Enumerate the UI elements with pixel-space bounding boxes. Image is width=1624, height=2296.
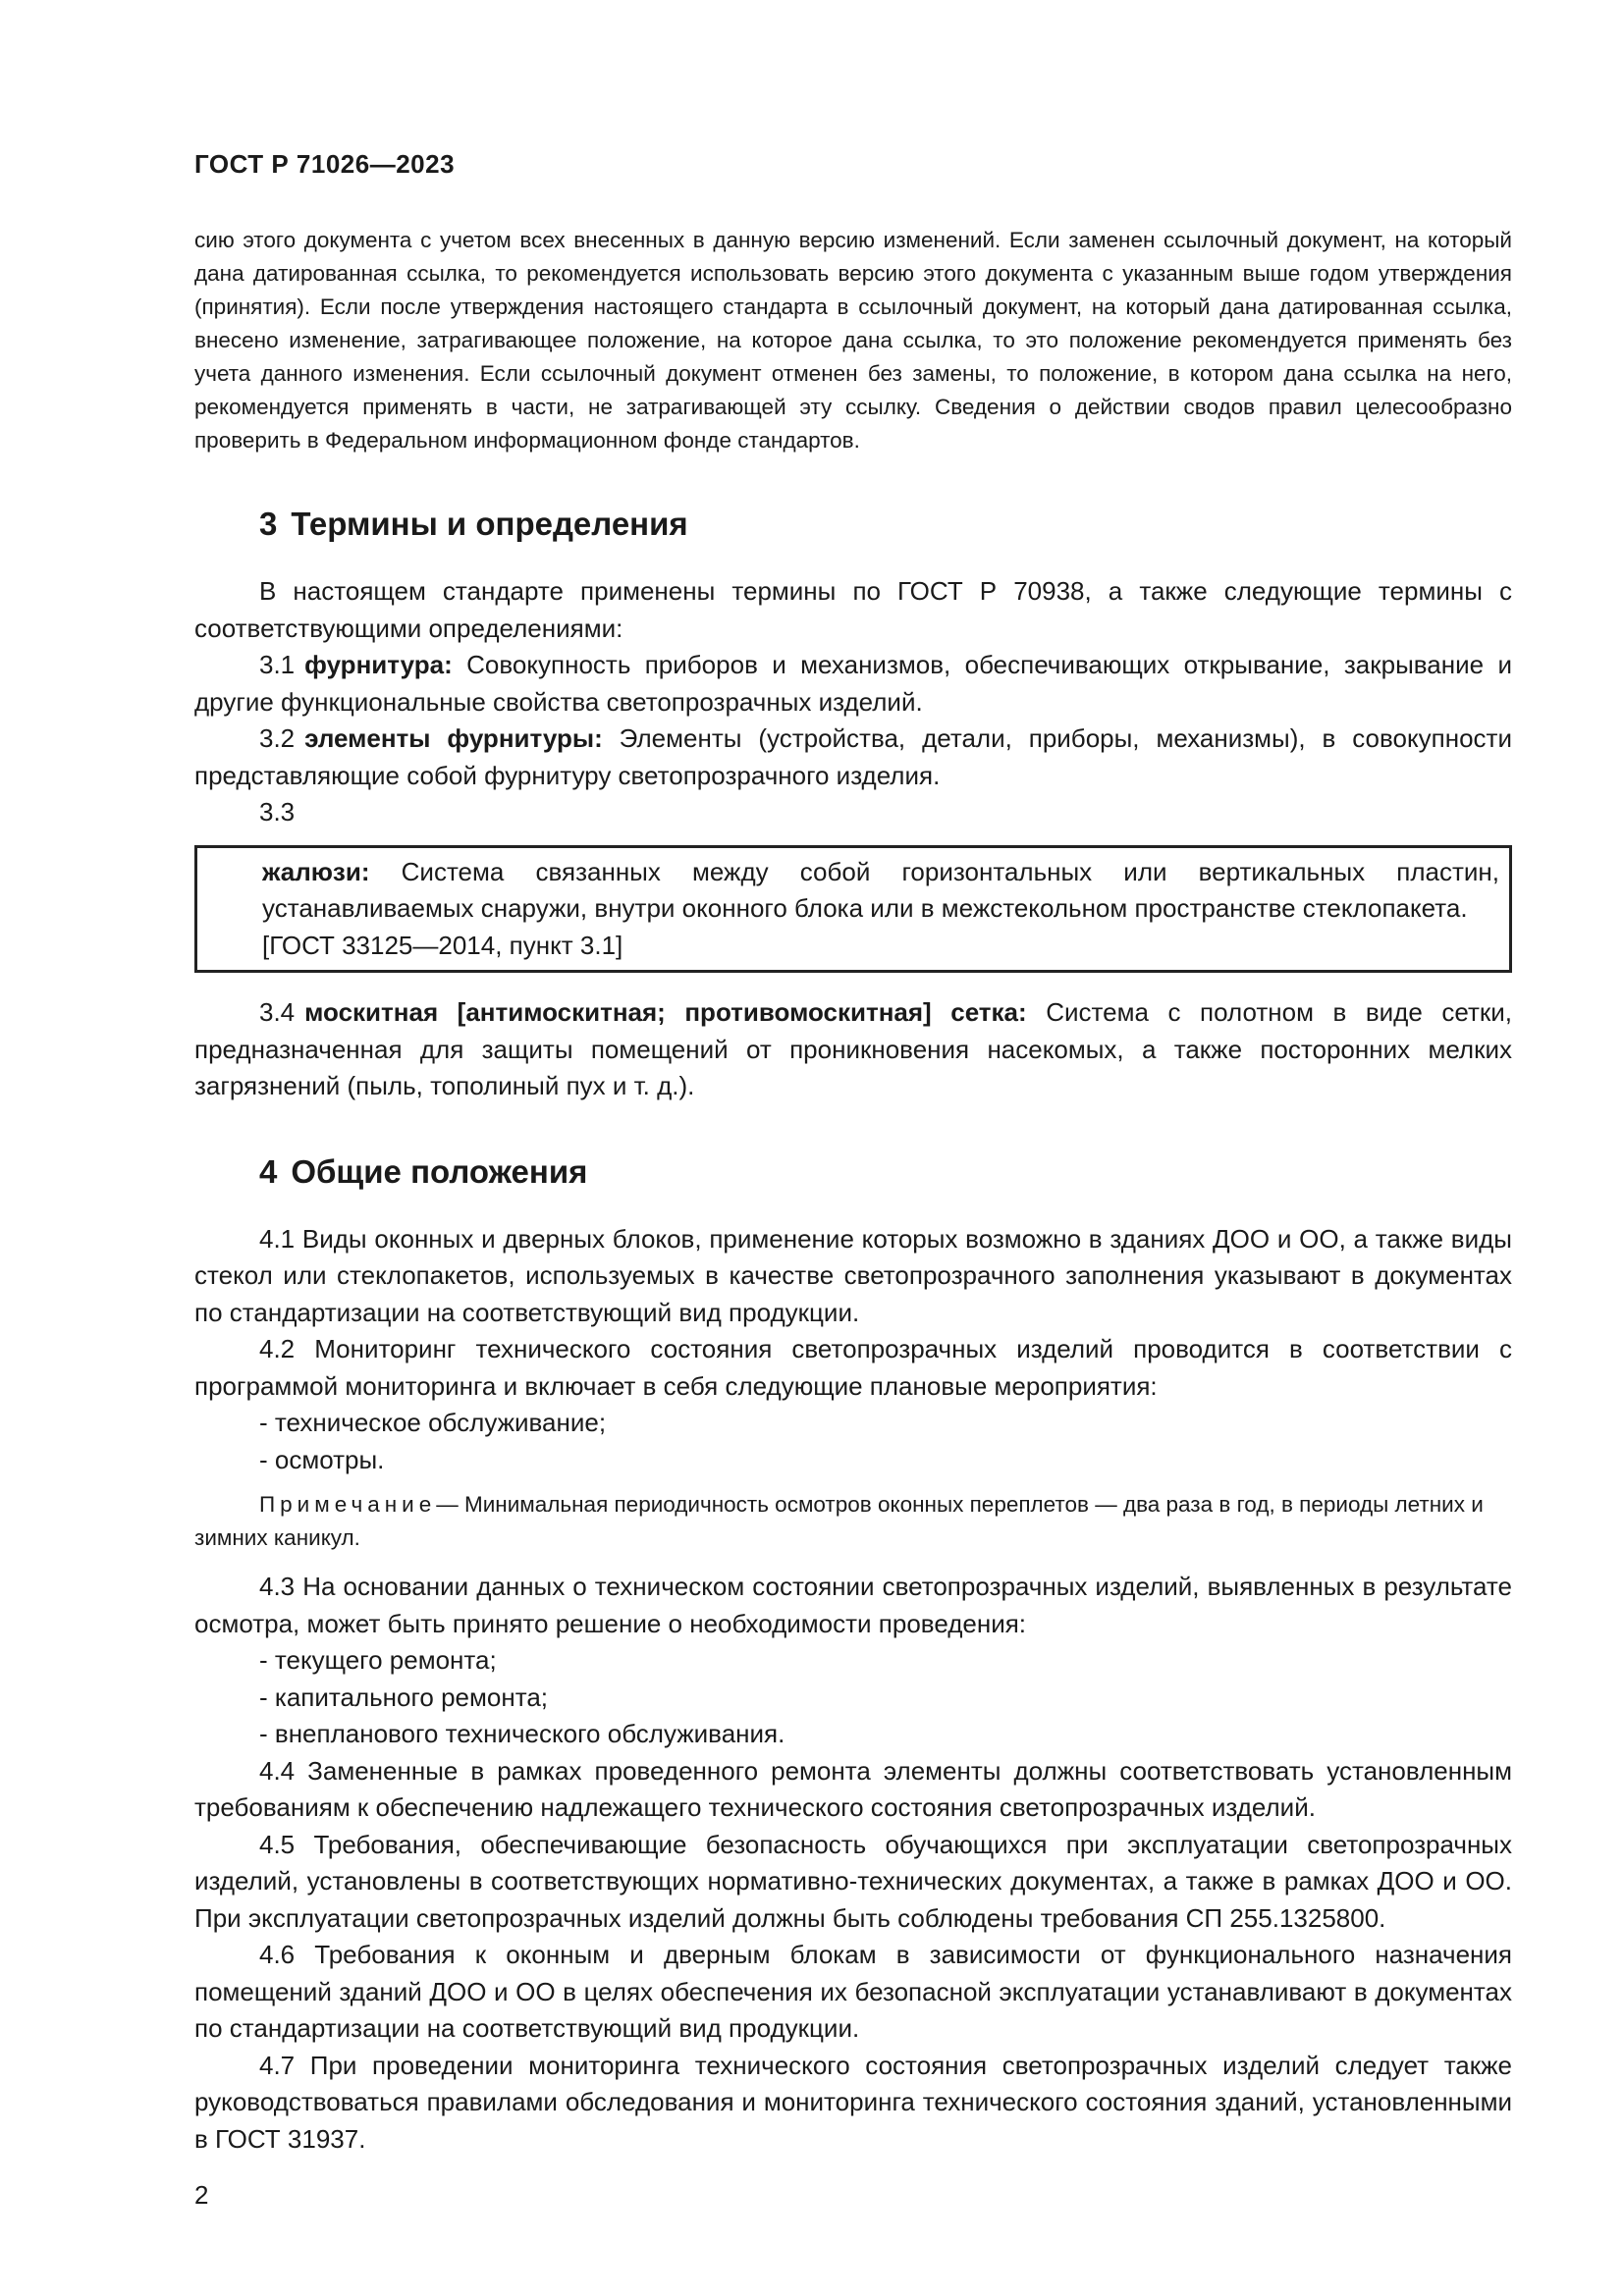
term-number: 3.4: [259, 997, 296, 1027]
list-item: - осмотры.: [259, 1444, 385, 1474]
clause-4-1: 4.1 Виды оконных и дверных блоков, применение которых возможно в зданиях ДОО и ОО, а также виды стекол или стеклопакетов, используемых в качестве светопрозрачного заполнения указывают в документах по стандартизации на соответствующий вид продукции.: [194, 1223, 1512, 1327]
section-number: 4: [259, 1152, 278, 1190]
section-number: 3: [259, 506, 278, 542]
term-definition: Совокупность приборов и механизмов, обеспечивающих открывание, закрывание и другие функциональные свойства светопрозрачных изделий.: [194, 650, 1512, 717]
section-title: Общие положения: [291, 1152, 588, 1190]
boxed-term-text: [197, 854, 1509, 928]
clause-4-7: 4.7 При проведении мониторинга технического состояния светопрозрачных изделий следует также руководствоваться правилами обследования и мониторинга технического состояния зданий, установленными в ГОСТ 31937.: [194, 2050, 1512, 2154]
document-content: [194, 224, 1512, 2158]
list-item: - капитального ремонта;: [259, 1682, 549, 1712]
term-name: фурнитура:: [304, 650, 453, 679]
term-3-1: [194, 647, 1512, 721]
note-text: — Минимальная периодичность осмотров оконных переплетов — два раза в год, в периоды летних и зимних каникул.: [194, 1492, 1484, 1550]
list-item: - текущего ремонта;: [259, 1645, 497, 1675]
clause-4-6: 4.6 Требования к оконным и дверным блокам в зависимости от функционального назначения помещений зданий ДОО и ОО в целях обеспечения их безопасной эксплуатации устанавливают в документах по стандартизации на соответствующий вид продукции.: [194, 1940, 1512, 2043]
list-item: - внепланового технического обслуживания.: [259, 1719, 785, 1748]
term-name: элементы фурнитуры:: [304, 723, 603, 753]
page-number: 2: [194, 2180, 209, 2210]
term-name: жалюзи:: [262, 856, 370, 886]
term-definition: Система связанных между собой горизонтальных или вертикальных пластин, устанавливаемых снаружи, внутри оконного блока или в межстекольном пространстве стеклопакета.: [262, 856, 1499, 923]
term-definition: Система с полотном в виде сетки, предназначенная для защиты помещений от проникновения насекомых, а также посторонних мелких загрязнений (пыль, тополиный пух и т. д.).: [194, 997, 1512, 1100]
term-3-4: [194, 994, 1512, 1105]
section-4-heading: [259, 1152, 1512, 1192]
term-definition: Элементы (устройства, детали, приборы, механизмы), в совокупности представляющие собой фурнитуру светопрозрачного изделия.: [194, 723, 1512, 790]
section-title: Термины и определения: [291, 506, 688, 542]
term-name: москитная [антимоскитная; противомоскитная] сетка:: [304, 997, 1027, 1027]
clause-4-4: 4.4 Замененные в рамках проведенного ремонта элементы должны соответствовать установленным требованиям к обеспечению надлежащего технического состояния светопрозрачных изделий.: [194, 1755, 1512, 1822]
term-3-2: [194, 721, 1512, 794]
term-3-3-number: 3.3: [259, 797, 296, 827]
term-source-reference: [ГОСТ 33125—2014, пункт 3.1]: [262, 930, 623, 960]
clause-4-2: 4.2 Мониторинг технического состояния светопрозрачных изделий проводится в соответствии с программой мониторинга и включает в себя следующие плановые мероприятия:: [194, 1334, 1512, 1401]
list-item: - техническое обслуживание;: [259, 1408, 607, 1437]
section-3-heading: [259, 505, 1512, 544]
note: [194, 1488, 1512, 1555]
note-label: Примечание: [259, 1492, 437, 1517]
term-number: 3.1: [259, 650, 296, 679]
document-header: ГОСТ Р 71026—2023: [194, 149, 456, 179]
clause-4-3: 4.3 На основании данных о техническом состоянии светопрозрачных изделий, выявленных в результате осмотра, может быть принято решение о необходимости проведения:: [194, 1572, 1512, 1638]
section-3-intro: В настоящем стандарте применены термины по ГОСТ Р 70938, а также следующие термины с соответствующими определениями:: [194, 576, 1512, 643]
boxed-term-3-3: [194, 845, 1512, 974]
intro-paragraph: сию этого документа с учетом всех внесенных в данную версию изменений. Если заменен ссылочный документ, на который дана датированная ссылка, то рекомендуется использовать версию этого документа с указанным выше годом утверждения (принятия). Если после утверждения настоящего стандарта в ссылочный документ, на который дана датированная ссылка, внесено изменение, затрагивающее положение, на которое дана ссылка, то это положение рекомендуется применять без учета данного изменения. Если ссылочный документ отменен без замены, то положение, в котором дана ссылка на него, рекомендуется применять в части, не затрагивающей эту ссылку. Сведения о действии сводов правил целесообразно проверить в Федеральном информационном фонде стандартов.: [194, 228, 1512, 453]
term-number: 3.2: [259, 723, 296, 753]
clause-4-5: 4.5 Требования, обеспечивающие безопасность обучающихся при эксплуатации светопрозрачных изделий, установлены в соответствующих нормативно-технических документах, а также в рамках ДОО и ОО. При эксплуатации светопрозрачных изделий должны быть соблюдены требования СП 255.1325800.: [194, 1829, 1512, 1933]
